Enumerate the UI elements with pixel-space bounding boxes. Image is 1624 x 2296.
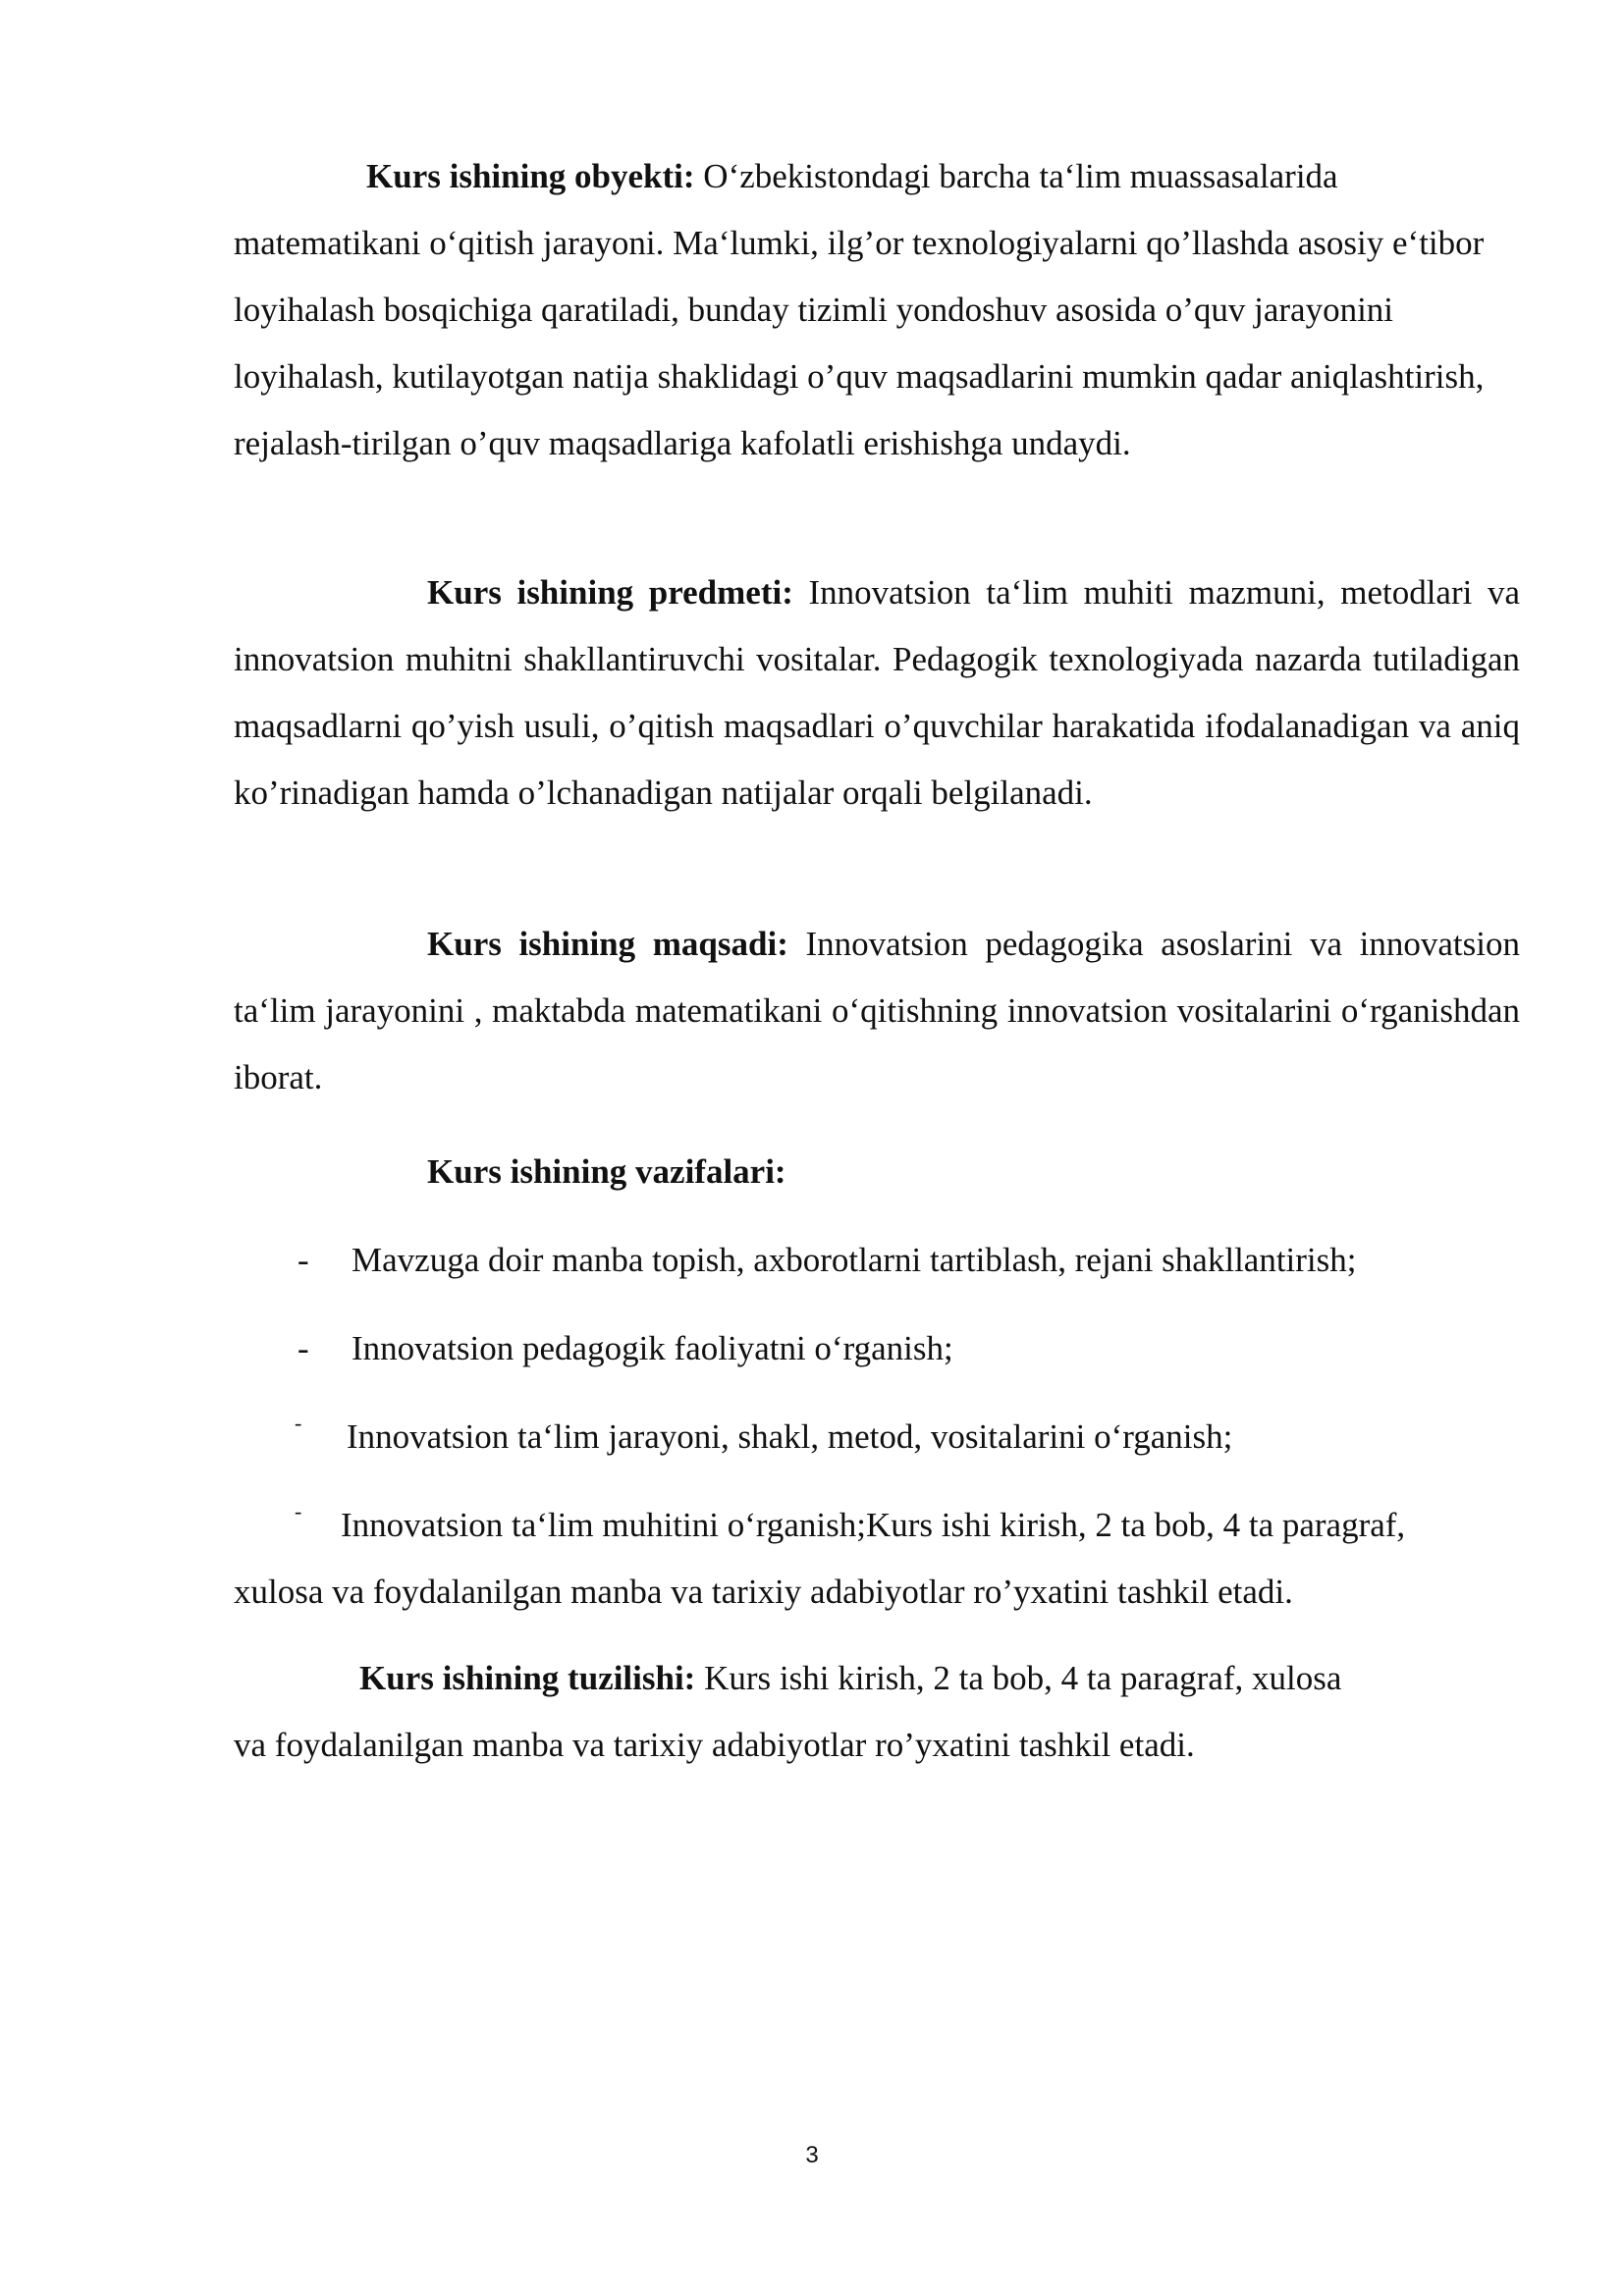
- tuzilishi-line2: va foydalanilgan manba va tarixiy adabiyotlar ro’yxatini tashkil etadi.: [234, 1726, 1195, 1764]
- vazifa-text-2: Innovatsion pedagogik faoliyatni o‘rganish;: [352, 1329, 953, 1367]
- vazifa-text-4: Innovatsion ta‘lim muhitini o‘rganish;Kurs ishi kirish, 2 ta bob, 4 ta paragraf,: [341, 1506, 1406, 1544]
- predmet-label: Kurs ishining predmeti:: [427, 573, 793, 612]
- page-number: 3: [805, 2142, 819, 2168]
- vazifa-text-3: Innovatsion ta‘lim jarayoni, shakl, metod, vositalarini o‘rganish;: [347, 1417, 1233, 1456]
- vazifalar-label: Kurs ishining vazifalari:: [427, 1152, 786, 1191]
- maqsad-label: Kurs ishining maqsadi:: [427, 925, 788, 963]
- predmet-paragraph: [234, 560, 1520, 827]
- vazifa-bullet-3: -: [295, 1411, 302, 1435]
- vazifalar-continuation-text: xulosa va foydalanilgan manba va tarixiy adabiyotlar ro’yxatini tashkil etadi.: [234, 1573, 1293, 1611]
- tuzilishi-label: Kurs ishining tuzilishi:: [359, 1659, 696, 1697]
- obyekt-paragraph: [234, 143, 1520, 477]
- tuzilishi-paragraph-line2: [234, 1712, 1520, 1779]
- vazifalar-heading: [427, 1139, 1624, 1205]
- predmet-text: Innovatsion ta‘lim muhiti mazmuni, metodlari va innovatsion muhitni shakllantiruvchi vositalar. Pedagogik texnologiyada nazarda tutiladigan maqsadlarni qo’yish usuli, o’qitish maqsadlari o’quvchilar harakatida ifodalanadigan va aniq ko’rinadigan hamda o’lchanadigan natijalar orqali belgilanadi.: [234, 573, 1520, 812]
- obyekt-label: Kurs ishining obyekti:: [366, 157, 695, 195]
- maqsad-paragraph: [234, 911, 1520, 1111]
- vazifa-item-4: [295, 1492, 1534, 1559]
- vazifalar-continuation: [234, 1559, 1520, 1626]
- vazifa-bullet-4: -: [295, 1499, 302, 1523]
- vazifa-bullet-1: -: [298, 1241, 309, 1279]
- obyekt-text: O‘zbekistondagi barcha ta‘lim muassasalarida matematikani o‘qitish jarayoni. Ma‘lumki, ilg’or texnologiyalarni qo’llashda asosiy e‘tibor loyihalash bosqichiga qaratiladi, bunday tizimli yondoshuv asosida o’quv jarayonini loyihalash, kutilayotgan natija shaklidagi o’quv maqsadlarini mumkin qadar aniqlashtirish, rejalash-tirilgan o’quv maqsadlariga kafolatli erishishga undaydi.: [234, 157, 1485, 462]
- tuzilishi-line1: Kurs ishi kirish, 2 ta bob, 4 ta paragraf, xulosa: [695, 1659, 1342, 1697]
- vazifa-bullet-2: -: [298, 1329, 309, 1367]
- vazifa-item-2: [298, 1315, 1577, 1382]
- vazifa-text-1: Mavzuga doir manba topish, axborotlarni tartiblash, rejani shakllantirish;: [352, 1241, 1357, 1279]
- vazifa-item-3: [295, 1404, 1572, 1470]
- maqsad-text: Innovatsion pedagogika asoslarini va innovatsion ta‘lim jarayonini , maktabda matematikani o‘qitishning innovatsion vositalarini o‘rganishdan iborat.: [234, 925, 1520, 1096]
- tuzilishi-paragraph: [359, 1645, 1538, 1712]
- vazifa-item-1: [298, 1227, 1577, 1294]
